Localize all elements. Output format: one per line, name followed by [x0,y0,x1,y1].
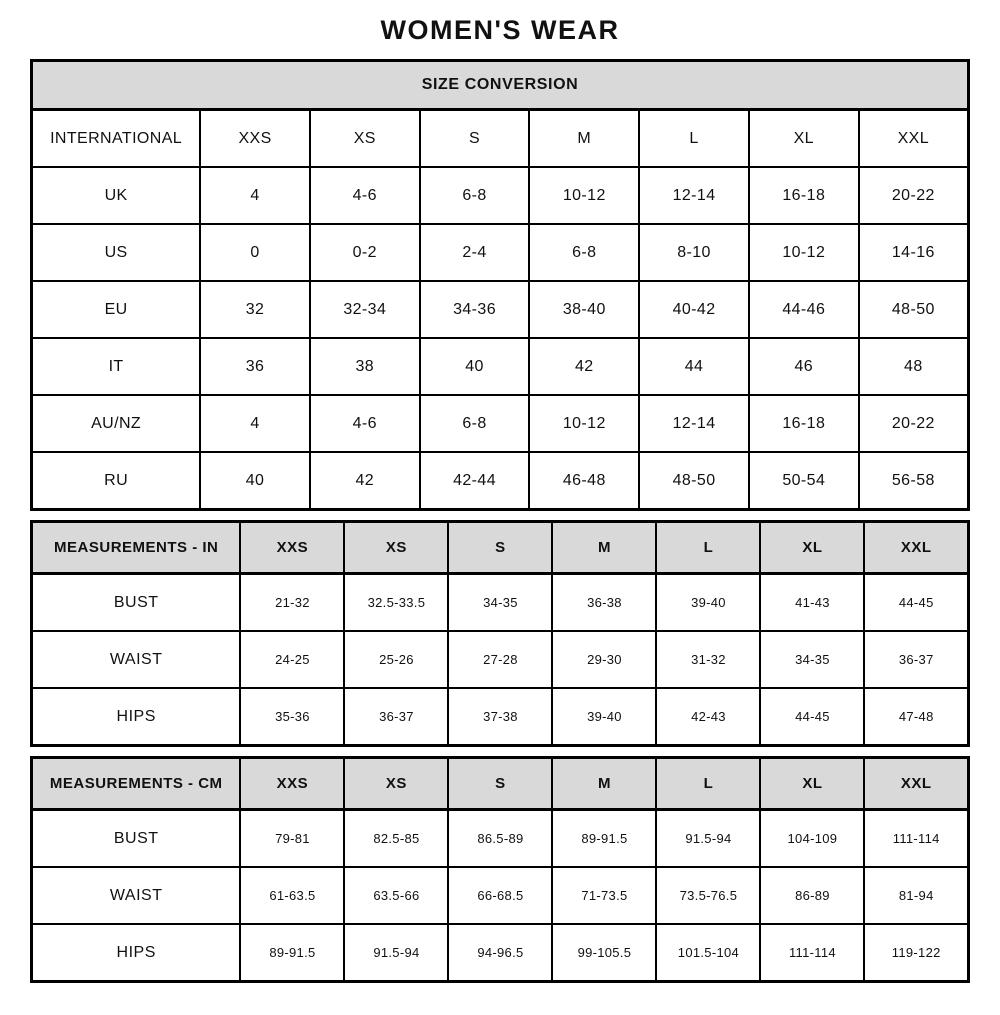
size-cell: 42 [529,338,639,395]
measurement-cell: 47-48 [864,688,968,746]
measurements-in-header-row [32,522,969,574]
column-header-xl: XL [760,758,864,810]
measurement-cell: 34-35 [448,574,552,632]
row-label: WAIST [32,631,241,688]
measurement-cell: 111-114 [864,810,968,868]
row-label: EU [32,281,201,338]
size-cell: 48-50 [639,452,749,510]
size-cell: 14-16 [859,224,969,281]
column-header-m: M [552,522,656,574]
measurements-cm-header-row [32,758,969,810]
row-label: UK [32,167,201,224]
measurement-cell: 94-96.5 [448,924,552,982]
row-label: HIPS [32,924,241,982]
size-conversion-table [30,59,970,511]
column-header-international: INTERNATIONAL [32,110,201,168]
size-cell: 0 [200,224,310,281]
size-cell: 4-6 [310,167,420,224]
measurement-cell: 61-63.5 [240,867,344,924]
table-row-aunz [32,395,969,452]
table-row-waist-cm [32,867,969,924]
size-cell: 12-14 [639,167,749,224]
measurement-cell: 99-105.5 [552,924,656,982]
measurement-cell: 36-37 [344,688,448,746]
measurement-cell: 25-26 [344,631,448,688]
measurement-cell: 111-114 [760,924,864,982]
size-cell: 10-12 [529,167,639,224]
row-label: BUST [32,810,241,868]
measurement-cell: 86-89 [760,867,864,924]
table-row-hips-cm [32,924,969,982]
column-header-xs: XS [344,758,448,810]
size-cell: 6-8 [420,167,530,224]
size-cell: 6-8 [420,395,530,452]
size-conversion-title: SIZE CONVERSION [32,61,969,110]
table-row-eu [32,281,969,338]
measurement-cell: 91.5-94 [344,924,448,982]
row-label: WAIST [32,867,241,924]
measurement-cell: 44-45 [864,574,968,632]
measurement-cell: 81-94 [864,867,968,924]
measurement-cell: 39-40 [552,688,656,746]
size-cell: 44-46 [749,281,859,338]
column-header-xs: XS [310,110,420,168]
table-row-ru [32,452,969,510]
measurement-cell: 101.5-104 [656,924,760,982]
size-cell: 20-22 [859,395,969,452]
column-header-s: S [420,110,530,168]
size-cell: 6-8 [529,224,639,281]
table-row-waist-in [32,631,969,688]
table-row-us [32,224,969,281]
size-cell: 44 [639,338,749,395]
measurement-cell: 86.5-89 [448,810,552,868]
measurement-cell: 44-45 [760,688,864,746]
row-label: AU/NZ [32,395,201,452]
size-cell: 48-50 [859,281,969,338]
size-cell: 32 [200,281,310,338]
column-header-xxl: XXL [864,522,968,574]
row-label: HIPS [32,688,241,746]
measurement-cell: 39-40 [656,574,760,632]
measurement-cell: 21-32 [240,574,344,632]
size-cell: 2-4 [420,224,530,281]
measurement-cell: 119-122 [864,924,968,982]
size-chart-sheet [30,59,970,983]
column-header-l: L [639,110,749,168]
measurement-cell: 104-109 [760,810,864,868]
measurement-cell: 24-25 [240,631,344,688]
size-cell: 32-34 [310,281,420,338]
table-row-bust-cm [32,810,969,868]
column-header-xxs: XXS [200,110,310,168]
measurement-cell: 89-91.5 [240,924,344,982]
size-cell: 10-12 [529,395,639,452]
column-header-l: L [656,522,760,574]
size-cell: 38-40 [529,281,639,338]
size-cell: 42-44 [420,452,530,510]
row-label: IT [32,338,201,395]
measurement-cell: 89-91.5 [552,810,656,868]
table-row-bust-in [32,574,969,632]
measurement-cell: 35-36 [240,688,344,746]
size-cell: 16-18 [749,167,859,224]
size-cell: 0-2 [310,224,420,281]
size-cell: 46-48 [529,452,639,510]
measurement-cell: 32.5-33.5 [344,574,448,632]
size-cell: 46 [749,338,859,395]
measurements-in-title: MEASUREMENTS - IN [32,522,241,574]
measurement-cell: 29-30 [552,631,656,688]
column-header-xs: XS [344,522,448,574]
size-cell: 20-22 [859,167,969,224]
size-cell: 4 [200,167,310,224]
column-header-xl: XL [760,522,864,574]
column-header-xl: XL [749,110,859,168]
measurement-cell: 36-38 [552,574,656,632]
measurement-cell: 37-38 [448,688,552,746]
measurement-cell: 66-68.5 [448,867,552,924]
size-cell: 50-54 [749,452,859,510]
size-cell: 48 [859,338,969,395]
measurement-cell: 91.5-94 [656,810,760,868]
size-cell: 56-58 [859,452,969,510]
measurement-cell: 36-37 [864,631,968,688]
page-title: WOMEN'S WEAR [380,15,620,45]
size-conversion-header-row [32,110,969,168]
measurement-cell: 79-81 [240,810,344,868]
measurement-cell: 34-35 [760,631,864,688]
measurement-cell: 63.5-66 [344,867,448,924]
table-row-uk [32,167,969,224]
column-header-xxl: XXL [859,110,969,168]
table-row-it [32,338,969,395]
column-header-xxs: XXS [240,758,344,810]
measurement-cell: 31-32 [656,631,760,688]
column-header-s: S [448,522,552,574]
column-header-m: M [552,758,656,810]
measurements-cm-title: MEASUREMENTS - CM [32,758,241,810]
size-cell: 4-6 [310,395,420,452]
size-cell: 12-14 [639,395,749,452]
size-cell: 40 [200,452,310,510]
size-cell: 40 [420,338,530,395]
table-row-hips-in [32,688,969,746]
column-header-xxs: XXS [240,522,344,574]
measurements-in-table [30,520,970,747]
size-cell: 40-42 [639,281,749,338]
row-label: RU [32,452,201,510]
size-cell: 4 [200,395,310,452]
size-cell: 38 [310,338,420,395]
measurement-cell: 73.5-76.5 [656,867,760,924]
measurement-cell: 71-73.5 [552,867,656,924]
size-cell: 8-10 [639,224,749,281]
column-header-m: M [529,110,639,168]
column-header-l: L [656,758,760,810]
measurement-cell: 27-28 [448,631,552,688]
size-conversion-title-row [32,61,969,110]
size-cell: 34-36 [420,281,530,338]
size-cell: 10-12 [749,224,859,281]
column-header-s: S [448,758,552,810]
row-label: US [32,224,201,281]
size-cell: 16-18 [749,395,859,452]
measurement-cell: 41-43 [760,574,864,632]
row-label: BUST [32,574,241,632]
size-cell: 42 [310,452,420,510]
size-cell: 36 [200,338,310,395]
measurements-cm-table [30,756,970,983]
measurement-cell: 42-43 [656,688,760,746]
column-header-xxl: XXL [864,758,968,810]
measurement-cell: 82.5-85 [344,810,448,868]
